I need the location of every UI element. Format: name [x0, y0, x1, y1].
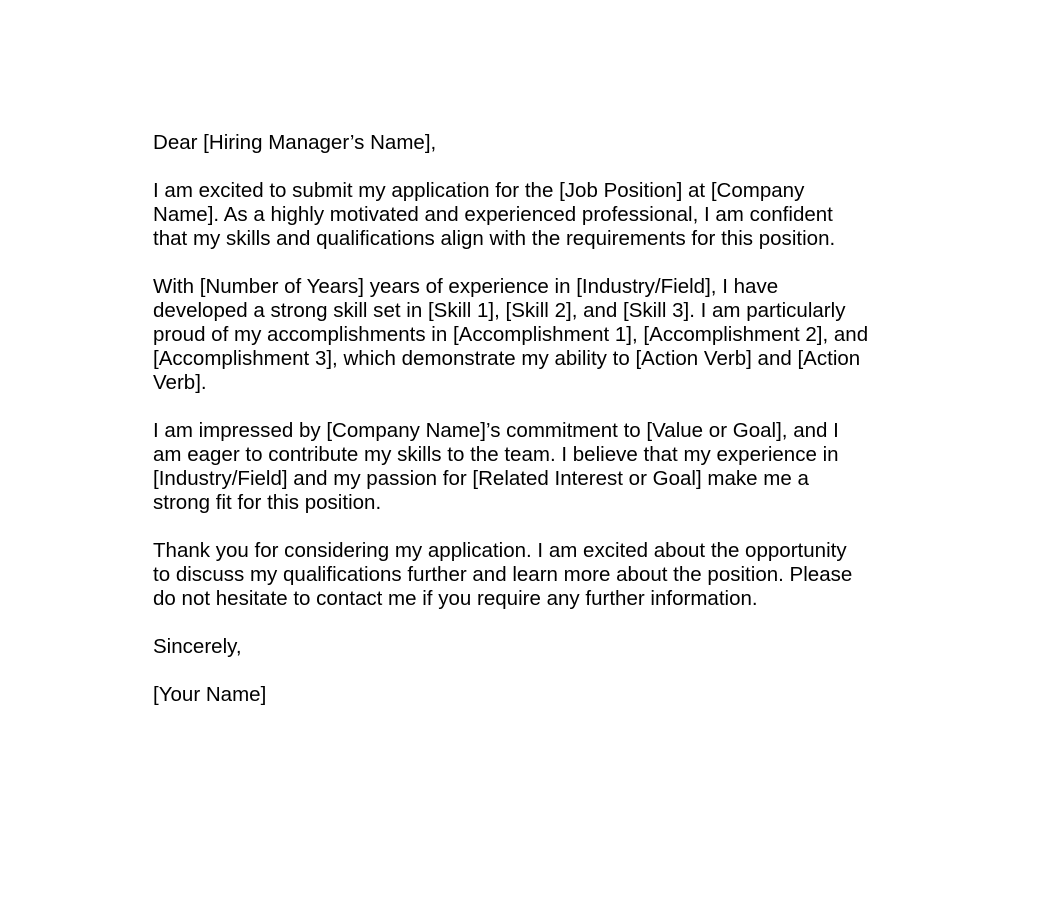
salutation [153, 131, 913, 155]
paragraph-line: I am excited to submit my application for the [Job Position] at [Company [153, 179, 805, 202]
paragraph-line: am eager to contribute my skills to the team. I believe that my experience in [153, 443, 839, 466]
paragraph-line: Verb]. [153, 371, 207, 394]
signoff [153, 635, 913, 659]
paragraph-line: Name]. As a highly motivated and experienced professional, I am confident [153, 203, 833, 226]
paragraph-closing-request [153, 539, 913, 611]
paragraph-line: to discuss my qualifications further and learn more about the position. Please [153, 563, 853, 586]
signature-name [153, 683, 913, 707]
paragraph-line: [Accomplishment 3], which demonstrate my ability to [Action Verb] and [Action [153, 347, 861, 370]
paragraph-company-fit [153, 419, 913, 515]
salutation-line: Dear [Hiring Manager’s Name], [153, 131, 437, 154]
paragraph-line: With [Number of Years] years of experience in [Industry/Field], I have [153, 275, 779, 298]
paragraph-line: strong fit for this position. [153, 491, 382, 514]
paragraph-line: developed a strong skill set in [Skill 1], [Skill 2], and [Skill 3]. I am particularly [153, 299, 846, 322]
paragraph-line: I am impressed by [Company Name]’s commitment to [Value or Goal], and I [153, 419, 839, 442]
paragraph-line: that my skills and qualifications align with the requirements for this position. [153, 227, 836, 250]
paragraph-line: proud of my accomplishments in [Accomplishment 1], [Accomplishment 2], and [153, 323, 869, 346]
signoff-line: Sincerely, [153, 635, 242, 658]
signature-name-line: [Your Name] [153, 683, 267, 706]
paragraph-line: do not hesitate to contact me if you require any further information. [153, 587, 758, 610]
paragraph-line: Thank you for considering my application. I am excited about the opportunity [153, 539, 847, 562]
paragraph-intro [153, 179, 913, 251]
paragraph-line: [Industry/Field] and my passion for [Related Interest or Goal] make me a [153, 467, 809, 490]
letter-body [153, 131, 913, 707]
paragraph-experience [153, 275, 913, 395]
